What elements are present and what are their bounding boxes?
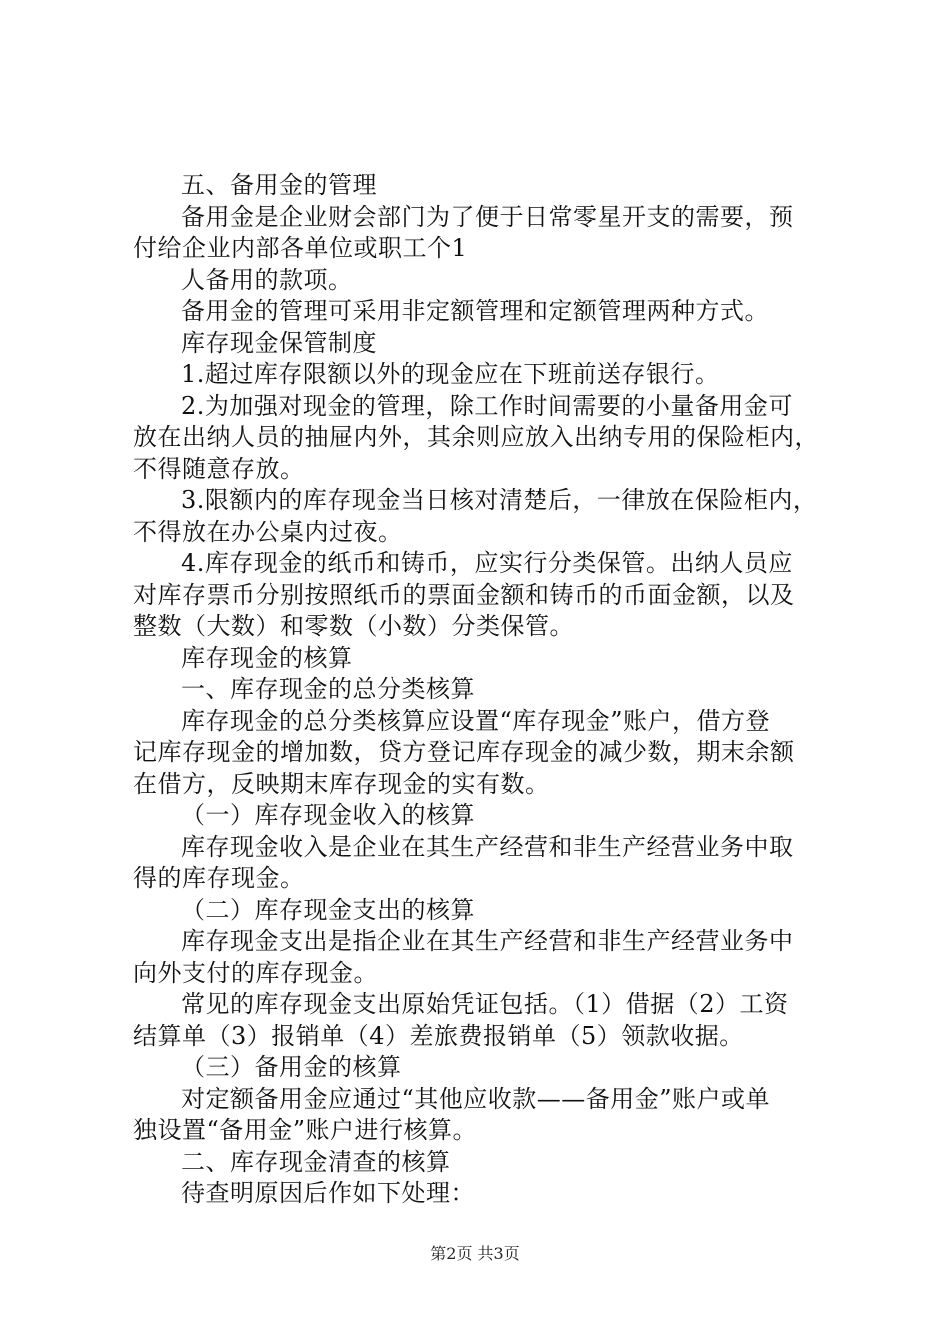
text-line: （一）库存现金收入的核算	[181, 801, 475, 829]
text-line: 整数（大数）和零数（小数）分类保管。	[133, 612, 574, 640]
paragraph	[133, 895, 833, 927]
paragraph	[133, 989, 833, 1052]
text-line: 待查明原因后作如下处理：	[181, 1179, 475, 1207]
text-line: 3.限额内的库存现金当日核对清楚后，一律放在保险柜内，	[181, 486, 818, 514]
paragraph	[133, 800, 833, 832]
paragraph	[133, 706, 833, 801]
text-line: 2.为加强对现金的管理，除工作时间需要的小量备用金可	[181, 391, 793, 420]
text-line: 二、库存现金清查的核算	[181, 1147, 451, 1176]
text-line: 1.超过库存限额以外的现金应在下班前送存银行。	[181, 360, 720, 388]
paragraph	[133, 485, 833, 548]
text-line: 库存现金的核算	[181, 643, 353, 672]
text-line: 备用金是企业财会部门为了便于日常零星开支的需要，预	[181, 202, 794, 231]
paragraph	[133, 1147, 833, 1179]
text-line: 库存现金收入是企业在其生产经营和非生产经营业务中取	[181, 832, 794, 861]
paragraph	[133, 391, 833, 486]
paragraph	[133, 548, 833, 643]
text-line: 结算单（3）报销单（4）差旅费报销单（5）领款收据。	[133, 1021, 744, 1050]
text-line: （三）备用金的核算	[181, 1053, 402, 1081]
text-line: 人备用的款项。	[181, 265, 353, 294]
paragraph	[133, 296, 833, 328]
text-line: 备用金的管理可采用非定额管理和定额管理两种方式。	[181, 297, 769, 325]
text-line: 五、备用金的管理	[181, 171, 377, 199]
paragraph	[133, 926, 833, 989]
page-number-label: 第2页 共3页	[430, 1244, 520, 1263]
text-line: （二）库存现金支出的核算	[181, 895, 475, 924]
text-line: 4.库存现金的纸币和铸币，应实行分类保管。出纳人员应	[181, 549, 793, 577]
text-line: 放在出纳人员的抽屉内外，其余则应放入出纳专用的保险柜内，	[133, 423, 819, 451]
text-line: 一、库存现金的总分类核算	[181, 675, 475, 703]
text-line: 库存现金支出是指企业在其生产经营和非生产经营业务中	[181, 927, 794, 955]
paragraph	[133, 832, 833, 895]
page-footer	[0, 1243, 950, 1265]
text-line: 得的库存现金。	[133, 864, 305, 892]
text-line: 不得随意存放。	[133, 454, 305, 483]
text-line: 对定额备用金应通过“其他应收款——备用金”账户或单	[181, 1084, 771, 1113]
paragraph	[133, 170, 833, 202]
text-line: 记库存现金的增加数，贷方登记库存现金的减少数，期末余额	[133, 738, 795, 766]
paragraph	[133, 265, 833, 297]
text-line: 不得放在办公桌内过夜。	[133, 517, 403, 546]
text-line: 对库存票币分别按照纸币的票面金额和铸币的币面金额，以及	[133, 580, 795, 609]
text-line: 独设置“备用金”账户进行核算。	[133, 1116, 478, 1144]
text-line: 在借方，反映期末库存现金的实有数。	[133, 769, 550, 798]
text-line: 付给企业内部各单位或职工个1	[133, 234, 468, 262]
paragraph	[133, 359, 833, 391]
text-line: 常见的库存现金支出原始凭证包括。（1）借据（2）工资	[181, 990, 789, 1018]
text-line: 向外支付的库存现金。	[133, 958, 378, 987]
paragraph	[133, 202, 833, 265]
document-body	[133, 170, 833, 1210]
paragraph	[133, 1178, 833, 1210]
paragraph	[133, 674, 833, 706]
paragraph	[133, 328, 833, 360]
text-line: 库存现金保管制度	[181, 328, 377, 357]
paragraph	[133, 643, 833, 675]
paragraph	[133, 1052, 833, 1084]
paragraph	[133, 1084, 833, 1147]
text-line: 库存现金的总分类核算应设置“库存现金”账户，借方登	[181, 706, 771, 735]
